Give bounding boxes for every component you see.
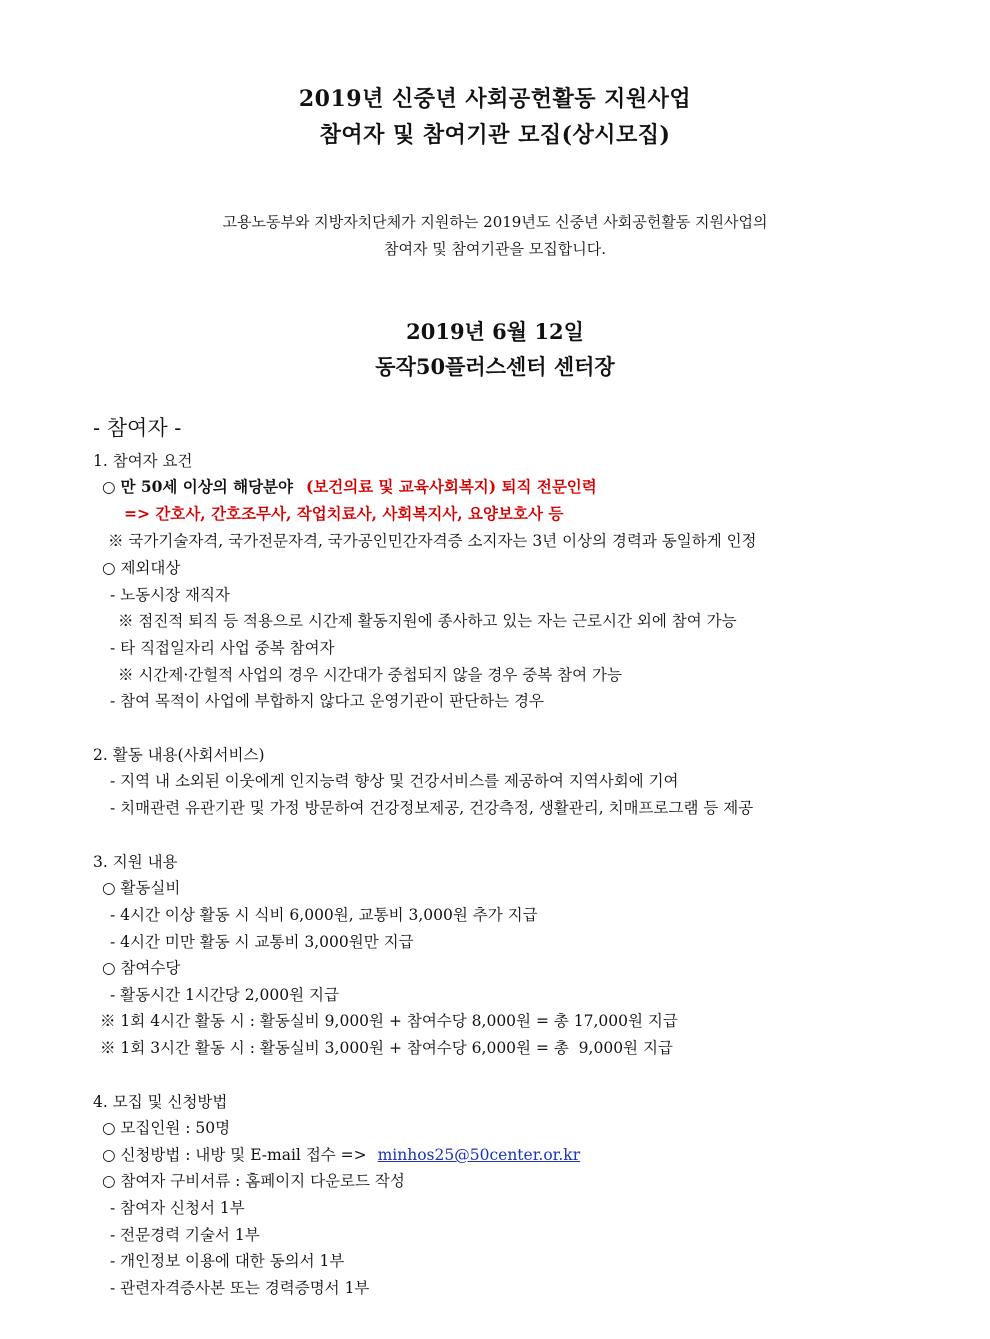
- document-title-line2: 참여자 및 참여기관 모집(상시모집): [319, 122, 671, 148]
- s1-req-note: ※ 국가기술자격, 국가전문자격, 국가공인민간자격증 소지자는 3년 이상의 경력과 동일하게 인정: [108, 532, 757, 550]
- document-title-line1: 2019년 신중년 사회공헌활동 지원사업: [298, 86, 692, 112]
- s4-doc-4: - 관련자격증사본 또는 경력증명서 1부: [110, 1279, 370, 1297]
- s3-cost-title: ○ 활동실비: [102, 879, 181, 897]
- email-link[interactable]: minhos25@50center.or.kr: [377, 1146, 581, 1164]
- s1-requirement: [102, 475, 597, 497]
- s3-example-2: ※ 1회 3시간 활동 시 : 활동실비 3,000원 + 참여수당 6,000원 = 총 9,000원 지급: [100, 1039, 673, 1057]
- s4-doc-1: - 참여자 신청서 1부: [110, 1199, 245, 1217]
- s4-docs-title: ○ 참여자 구비서류 : 홈페이지 다운로드 작성: [102, 1172, 405, 1190]
- s3-cost-1: - 4시간 이상 활동 시 식비 6,000원, 교통비 3,000원 추가 지급: [110, 906, 538, 924]
- s1-exclusion-title: ○ 제외대상: [102, 559, 181, 577]
- s2-item-2: - 치매관련 유관기관 및 가정 방문하여 건강정보제공, 건강측정, 생활관리, 치매프로그램 등 제공: [110, 799, 754, 817]
- s4-apply-method: [102, 1143, 580, 1165]
- s3-allowance-title: ○ 참여수당: [102, 959, 181, 977]
- s4-recruit-count: ○ 모집인원 : 50명: [102, 1119, 231, 1137]
- s4-doc-2: - 전문경력 기술서 1부: [110, 1226, 260, 1244]
- s4-heading: 4. 모집 및 신청방법: [93, 1093, 228, 1111]
- intro-line2: 참여자 및 참여기관을 모집합니다.: [384, 240, 606, 258]
- s4-apply-method-text: ○ 신청방법 : 내방 및 E-mail 접수 =>: [102, 1146, 367, 1164]
- s1-req-field: (보건의료 및 교육사회복지) 퇴직 전문인력: [305, 477, 597, 496]
- s3-allowance-1: - 활동시간 1시간당 2,000원 지급: [110, 986, 339, 1004]
- s1-req-jobs: => 간호사, 간호조무사, 작업치료사, 사회복지사, 요양보호사 등: [124, 504, 564, 523]
- intro-line1: 고용노동부와 지방자치단체가 지원하는 2019년도 신중년 사회공헌활동 지원사업의: [222, 213, 768, 231]
- s1-heading: 1. 참여자 요건: [93, 452, 193, 470]
- s2-heading: 2. 활동 내용(사회서비스): [93, 746, 265, 764]
- s3-heading: 3. 지원 내용: [93, 853, 178, 871]
- s1-exclusion-1-note: ※ 점진적 퇴직 등 적용으로 시간제 활동지원에 종사하고 있는 자는 근로시간 외에 참여 가능: [118, 612, 737, 630]
- s1-exclusion-3: - 참여 목적이 사업에 부합하지 않다고 운영기관이 판단하는 경우: [110, 692, 544, 710]
- s2-item-1: - 지역 내 소외된 이웃에게 인지능력 향상 및 건강서비스를 제공하여 지역사회에 기여: [110, 772, 679, 790]
- s1-req-bullet: ○: [102, 478, 116, 496]
- s1-req-age: 만 50세 이상의 해당분야: [120, 477, 293, 496]
- notice-date: 2019년 6월 12일: [406, 319, 584, 344]
- s4-doc-3: - 개인정보 이용에 대한 동의서 1부: [110, 1252, 345, 1270]
- s1-exclusion-1: - 노동시장 재직자: [110, 586, 230, 604]
- s1-exclusion-2-note: ※ 시간제·간헐적 사업의 경우 시간대가 중첩되지 않을 경우 중복 참여 가능: [118, 666, 622, 684]
- section-participants-heading: - 참여자 -: [93, 416, 182, 440]
- s3-cost-2: - 4시간 미만 활동 시 교통비 3,000원만 지급: [110, 933, 414, 951]
- s1-exclusion-2: - 타 직접일자리 사업 중복 참여자: [110, 639, 335, 657]
- s3-example-1: ※ 1회 4시간 활동 시 : 활동실비 9,000원 + 참여수당 8,000원 = 총 17,000원 지급: [100, 1012, 678, 1030]
- notice-issuer: 동작50플러스센터 센터장: [375, 354, 615, 379]
